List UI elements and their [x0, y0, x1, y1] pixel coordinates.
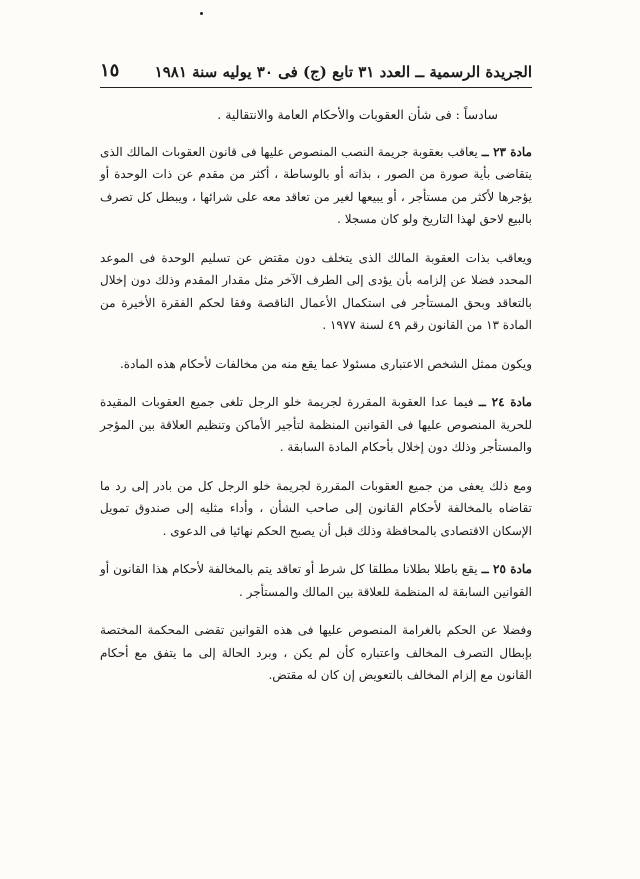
paragraph-text: ومع ذلك يعفى من جميع العقوبات المقررة لجريمة خلو الرجل كل من بادر إلى رد ما تقاضاه بالمخالفة لأحكام القانون إلى صاحب الشأن ، وأداء مثليه إلى صندوق تمويل الإسكان الاقتصادى بالمحافظة وذلك قبل أن يصبح الحكم نهائيا فى الدعوى .	[100, 478, 532, 538]
paragraph	[100, 247, 532, 337]
paragraph-text: فيما عدا العقوبة المقررة لجريمة خلو الرجل تلغى جميع العقوبات المقيدة للحرية المنصوص عليها فى القوانين المنظمة لتأجير الأماكن وتنظيم العلاقة بين المؤجر والمستأجر وذلك دون إخلال بأحكام المادة السابقة .	[100, 395, 532, 454]
page-header	[100, 44, 532, 88]
article-label: مادة ٢٤ ــ	[478, 395, 532, 409]
document-body	[100, 104, 532, 703]
paragraph-article-25	[100, 558, 532, 603]
paragraph-text: يعاقب بعقوبة جريمة النصب المنصوص عليها فى قانون العقوبات المالك الذى يتقاضى بأية صورة من الصور ، بذاته أو بالوساطة ، أكثر من مقدم عن ذات الوحدة أو يؤجرها لأكثر من مستأجر ، أو يبيعها لغير من تعاقد معه على شرائها ، ويبطل كل تصرف بالبيع لاحق لهذا التاريخ ولو كان مسجلا .	[100, 144, 532, 226]
paragraph	[100, 475, 532, 543]
paragraph-article-23	[100, 141, 532, 231]
paragraph-text: وفضلا عن الحكم بالغرامة المنصوص عليها فى هذه القوانين تقضى المحكمة المختصة بإبطال التصرف المخالف واعتباره كأن لم يكن ، وبرد الحالة إلى ما يتفق مع أحكام القانون مع إلزام المخالف بالتعويض إن كان له مقتض.	[100, 623, 532, 682]
paragraph-text: يقع باطلا بطلانا مطلقا كل شرط أو تعاقد يتم بالمخالفة لأحكام هذا القانون أو القوانين السابقة له المنظمة للعلاقة بين المالك والمستأجر .	[100, 562, 532, 599]
paragraph-text: ويكون ممثل الشخص الاعتبارى مسئولا عما يقع منه من مخالفات لأحكام هذه المادة.	[119, 356, 532, 371]
page-number: ١٥	[100, 60, 120, 81]
article-label: مادة ٢٥ ــ	[481, 562, 532, 576]
header-title: الجريدة الرسمية ــ العدد ٣١ تابع (ج) فى ٣٠ يوليه سنة ١٩٨١	[154, 63, 532, 81]
paragraph	[100, 619, 532, 687]
article-label: مادة ٢٣ ــ	[481, 144, 532, 159]
page-speck	[200, 12, 203, 15]
paragraph-text: ويعاقب بذات العقوبة المالك الذى يتخلف دون مقتض عن تسليم الوحدة فى الموعد المحدد فضلا عن إلزامه بأن يؤدى إلى الطرف الآخر مثل مقدار المقدم وذلك دون إخلال بالتعاقد وبحق المستأجر فى استكمال الأعمال الناقصة وفقا لحكم الفقرة الأخيرة من المادة ١٣ من القانون رقم ٤٩ لسنة ١٩٧٧ .	[100, 250, 532, 332]
paragraph	[100, 353, 532, 376]
paragraph-article-24	[100, 391, 532, 459]
section-heading: سادساً : فى شأن العقوبات والأحكام العامة والانتقالية .	[217, 107, 498, 122]
